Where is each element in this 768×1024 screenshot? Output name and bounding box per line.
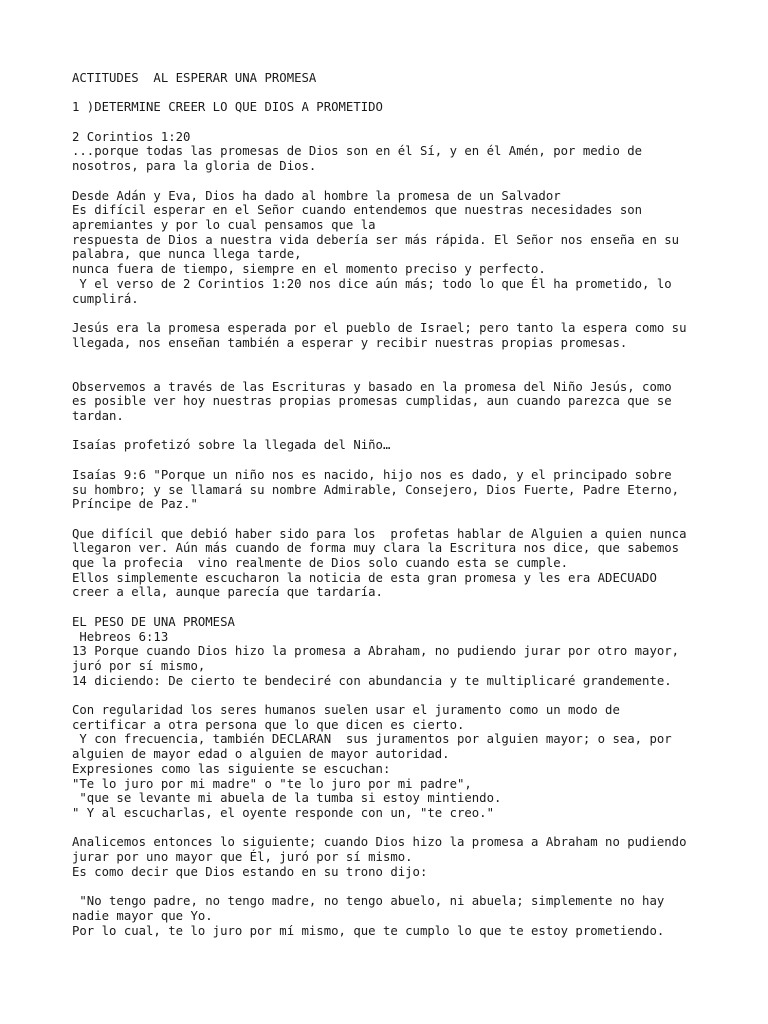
paragraph — [72, 703, 732, 821]
paragraph — [72, 380, 732, 424]
paragraph — [72, 894, 732, 938]
document-body — [72, 100, 732, 938]
text-line: nunca fuera de tiempo, siempre en el momento preciso y perfecto. — [72, 262, 546, 277]
text-line: Con regularidad los seres humanos suelen usar el juramento como un modo de — [72, 703, 620, 718]
text-line: " Y al escucharlas, el oyente responde con un, "te creo." — [72, 806, 494, 820]
text-line: es posible ver hoy nuestras propias promesas cumplidas, aun cuando parezca que se — [72, 394, 672, 409]
document-title-block — [72, 71, 732, 86]
text-line: 2 Corintios 1:20 — [72, 129, 191, 144]
text-line: "No tengo padre, no tengo madre, no tengo abuelo, ni abuela; simplemente no hay — [72, 894, 665, 909]
text-line: Príncipe de Paz." — [72, 497, 198, 512]
text-line: nosotros, para la gloria de Dios. — [72, 159, 317, 174]
text-line: que la profecia vino realmente de Dios solo cuando esta se cumple. — [72, 556, 569, 571]
text-line: Isaías profetizó sobre la llegada del Niño… — [72, 438, 391, 453]
paragraph — [72, 189, 732, 307]
text-line: llegada, nos enseñan también a esperar y recibir nuestras propias promesas. — [72, 335, 628, 350]
text-line: "Te lo juro por mi madre" o "te lo juro por mi padre", — [72, 776, 472, 791]
paragraph — [72, 835, 732, 879]
text-line: alguien de mayor edad o alguien de mayor autoridad. — [72, 747, 450, 762]
text-line: EL PESO DE UNA PROMESA — [72, 614, 235, 629]
text-line: llegaron ver. Aún más cuando de forma muy clara la Escritura nos dice, que sabemos — [72, 541, 680, 556]
text-line: certificar a otra persona que lo que dicen es cierto. — [72, 717, 465, 732]
text-line: palabra, que nunca llega tarde, — [72, 247, 302, 262]
text-line: Que difícil que debió haber sido para los profetas hablar de Alguien a quien nunca — [72, 526, 687, 541]
text-line: Por lo cual, te lo juro por mí mismo, que te cumplo lo que te estoy prometiendo. — [72, 923, 665, 938]
document-title: ACTITUDES AL ESPERAR UNA PROMESA — [72, 71, 317, 85]
text-line: apremiantes y por lo cual pensamos que la — [72, 217, 376, 232]
paragraph — [72, 468, 732, 512]
text-line: Y el verso de 2 Corintios 1:20 nos dice aún más; todo lo que Él ha prometido, lo — [72, 276, 672, 291]
text-line: 1 )DETERMINE CREER LO QUE DIOS A PROMETIDO — [72, 100, 383, 115]
paragraph — [72, 615, 732, 689]
text-line: creer a ella, aunque parecía que tardaría. — [72, 585, 383, 600]
text-line: Observemos a través de las Escrituras y basado en la promesa del Niño Jesús, como — [72, 379, 672, 394]
text-line: Hebreos 6:13 — [72, 629, 169, 644]
text-line: 14 diciendo: De cierto te bendeciré con abundancia y te multiplicaré grandemente. — [72, 673, 672, 688]
text-line: 13 Porque cuando Dios hizo la promesa a Abraham, no pudiendo jurar por otro mayor, — [72, 644, 680, 659]
paragraph — [72, 100, 732, 115]
text-line: "que se levante mi abuela de la tumba si estoy mintiendo. — [72, 791, 502, 806]
text-line: jurar por uno mayor que Él, juró por sí mismo. — [72, 850, 413, 865]
paragraph — [72, 321, 732, 350]
text-line: ...porque todas las promesas de Dios son en él Sí, y en él Amén, por medio de — [72, 144, 643, 159]
text-line: Ellos simplemente escucharon la noticia de esta gran promesa y les era ADECUADO — [72, 570, 657, 585]
paragraph — [72, 527, 732, 601]
paragraph — [72, 130, 732, 174]
text-line: respuesta de Dios a nuestra vida debería ser más rápida. El Señor nos enseña en su — [72, 232, 680, 247]
text-line: cumplirá. — [72, 291, 139, 306]
document-page — [72, 71, 732, 953]
text-line: Analicemos entonces lo siguiente; cuando Dios hizo la promesa a Abraham no pudiendo — [72, 835, 687, 850]
text-line: nadie mayor que Yo. — [72, 908, 213, 923]
text-line: Jesús era la promesa esperada por el pueblo de Israel; pero tanto la espera como su — [72, 320, 687, 335]
text-line: Es difícil esperar en el Señor cuando entendemos que nuestras necesidades son — [72, 203, 643, 218]
text-line: Expresiones como las siguiente se escuchan: — [72, 761, 391, 776]
text-line: Desde Adán y Eva, Dios ha dado al hombre la promesa de un Salvador — [72, 188, 561, 203]
text-line: Isaías 9:6 "Porque un niño nos es nacido, hijo nos es dado, y el principado sobre — [72, 467, 672, 482]
paragraph — [72, 438, 732, 453]
text-line: tardan. — [72, 409, 124, 424]
text-line: juró por sí mismo, — [72, 658, 206, 673]
text-line: Es como decir que Dios estando en su trono dijo: — [72, 864, 428, 879]
text-line: Y con frecuencia, también DECLARAN sus juramentos por alguien mayor; o sea, por — [72, 732, 672, 747]
text-line: su hombro; y se llamará su nombre Admirable, Consejero, Dios Fuerte, Padre Eterno, — [72, 482, 680, 497]
